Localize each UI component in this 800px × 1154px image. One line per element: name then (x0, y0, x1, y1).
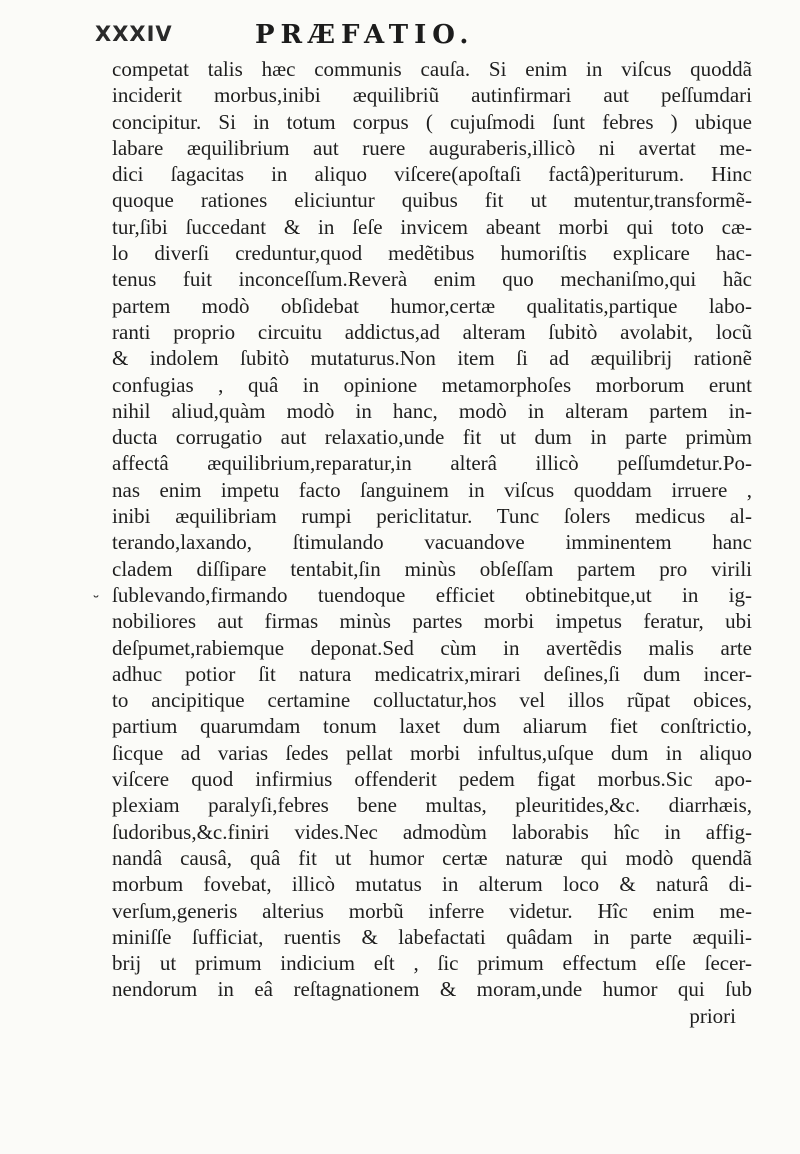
text-line: ſublevando,firmando tuendoque efficiet obtinebitque,ut in ig- (112, 582, 752, 607)
body-text (112, 56, 752, 1029)
text-line: miniſſe ſufficiat, ruentis & labefactati quâdam in parte æquili- (112, 924, 752, 949)
text-line: tur,ſibi ſuccedant & in ſeſe invicem abeant morbi qui toto cæ- (112, 214, 752, 239)
text-line: confugias , quâ in opinione metamorphoſes morborum erunt (112, 372, 752, 397)
text-line: partium quarumdam tonum laxet dum aliarum fiet conſtrictio, (112, 714, 752, 739)
text-line: partem modò obſidebat humor,certæ qualitatis,partique labo- (112, 293, 752, 318)
margin-mark: ˘ (92, 593, 100, 612)
text-line: adhuc potior ſit natura medicatrix,mirari deſines,ſi dum incer- (112, 661, 752, 686)
text-line: verſum,generis alterius morbũ inferre videtur. Hîc enim me- (112, 898, 752, 923)
running-title: PRÆFATIO. (255, 20, 475, 50)
text-line: terando,laxando, ſtimulando vacuandove imminentem hanc (112, 530, 752, 555)
text-line: inciderit morbus,inibi æquilibriũ autinfirmari aut peſſumdari (112, 83, 752, 108)
text-line: ranti proprio circuitu addictus,ad alteram ſubitò avolabit, locũ (112, 319, 752, 344)
text-line: plexiam paralyſi,febres bene multas, pleuritides,&c. diarrhæis, (112, 793, 752, 818)
text-line: cladem diſſipare tentabit,ſin minùs obſeſſam partem pro virili (112, 556, 752, 581)
page-number: XXXIV (95, 22, 173, 46)
text-line: affectâ æquilibrium,reparatur,in alterâ illicò peſſumdetur.Po- (112, 451, 752, 476)
text-line: nendorum in eâ reſtagnationem & moram,unde humor qui ſub (112, 977, 752, 1002)
text-line: & indolem ſubitò mutaturus.Non item ſi ad æquilibrij rationẽ (112, 346, 752, 371)
text-line: nihil aliud,quàm modò in hanc, modò in alteram partem in- (112, 398, 752, 423)
text-line: competat talis hæc communis cauſa. Si enim in viſcus quoddã (112, 57, 752, 81)
text-line: nobiliores aut firmas minùs partes morbi impetus feratur, ubi (112, 609, 752, 634)
text-line: brij ut primum indicium eſt , ſic primum effectum eſſe ſecer- (112, 951, 752, 976)
text-line: nas enim impetu facto ſanguinem in viſcus quoddam irruere , (112, 477, 752, 502)
text-line: viſcere quod infirmius offenderit pedem figat morbus.Sic apo- (112, 767, 752, 792)
text-line: deſpumet,rabiemque deponat.Sed cùm in avertẽdis malis arte (112, 635, 752, 660)
text-line: nandâ causâ, quâ fit ut humor certæ naturæ qui modò quendã (112, 845, 752, 870)
text-line: labare æquilibrium aut ruere auguraberis,illicò ni avertat me- (112, 135, 752, 160)
text-line: lo diverſi creduntur,quod medẽtibus humoriſtis explicare hac- (112, 241, 752, 266)
text-line: ſicque ad varias ſedes pellat morbi infultus,uſque dum in aliquo (112, 740, 752, 765)
text-line: ſudoribus,&c.finiri vides.Nec admodùm laborabis hîc in affig- (112, 819, 752, 844)
text-line: concipitur. Si in totum corpus ( cujuſmodi ſunt febres ) ubique (112, 109, 752, 134)
text-line: quoque rationes eliciuntur quibus fit ut mutentur,transformẽ- (112, 188, 752, 213)
text-line: priori (689, 1003, 736, 1028)
text-line: to ancipitique certamine colluctatur,hos vel illos rũpat obices, (112, 688, 752, 713)
text-line: dici ſagacitas in aliquo viſcere(apoſtaſi factâ)periturum. Hinc (112, 162, 752, 187)
text-line: ducta corrugatio aut relaxatio,unde fit ut dum in parte primùm (112, 425, 752, 450)
page-header (95, 22, 735, 52)
text-line: morbum fovebat, illicò mutatus in alterum loco & naturâ di- (112, 872, 752, 897)
text-line: tenus fuit inconceſſum.Reverà enim quo mechaniſmo,qui hãc (112, 267, 752, 292)
text-line: inibi æquilibriam rumpi periclitatur. Tunc ſolers medicus al- (112, 504, 752, 529)
